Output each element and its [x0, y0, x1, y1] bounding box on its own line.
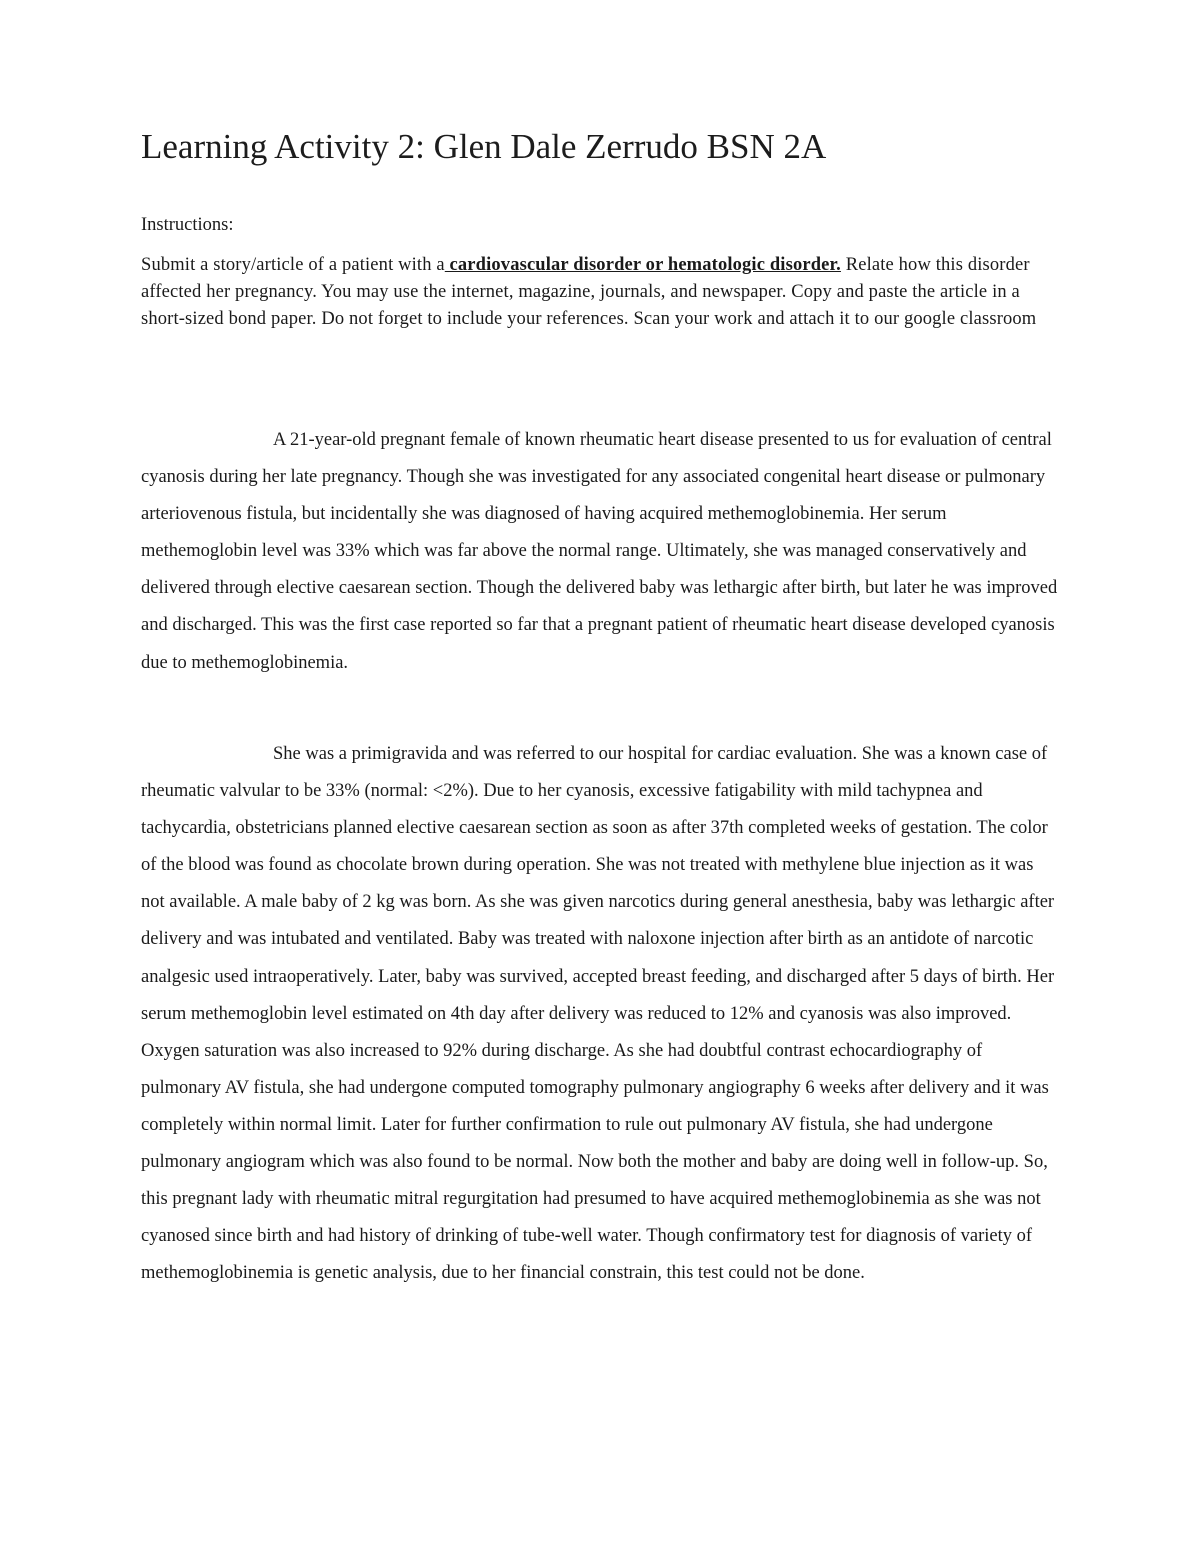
instructions-text	[141, 252, 1061, 333]
document-title: Learning Activity 2: Glen Dale Zerrudo BSN 2A	[141, 127, 827, 166]
article-paragraph-2: She was a primigravida and was referred to our hospital for cardiac evaluation. She was a known case of rheumatic valvular to be 33% (normal: <2%). Due to her cyanosis, excessive fatigability with mild tachypnea and tachycardia, obstetricians planned elective caesarean section as soon as after 37th completed weeks of gestation. The color of the blood was found as chocolate brown during operation. She was not treated with methylene blue injection as it was not available. A male baby of 2 kg was born. As she was given narcotics during general anesthesia, baby was lethargic after delivery and was intubated and ventilated. Baby was treated with naloxone injection after birth as an antidote of narcotic analgesic used intraoperatively. Later, baby was survived, accepted breast feeding, and discharged after 5 days of birth. Her serum methemoglobin level estimated on 4th day after delivery was reduced to 12% and cyanosis was also improved. Oxygen saturation was also increased to 92% during discharge. As she had doubtful contrast echocardiography of pulmonary AV fistula, she had undergone computed tomography pulmonary angiography 6 weeks after delivery and it was completely within normal limit. Later for further confirmation to rule out pulmonary AV fistula, she had undergone pulmonary angiogram which was also found to be normal. Now both the mother and baby are doing well in follow-up. So, this pregnant lady with rheumatic mitral regurgitation had presumed to have acquired methemoglobinemia as she was not cyanosed since birth and had history of drinking of tube-well water. Though confirmatory test for diagnosis of variety of methemoglobinemia is genetic analysis, due to her financial constrain, this test could not be done.	[141, 744, 1055, 1284]
instructions-text-start: Submit a story/article of a patient with a	[141, 255, 445, 275]
instructions-text-end: Relate how this disorder affected her pregnancy. You may use the internet, magazine, journals, and newspaper. Copy and paste the article in a short-sized bond paper. Do not forget to include your references. Scan your work and attach it to our google classroom	[141, 255, 1037, 329]
instructions-heading: Instructions:	[141, 215, 234, 235]
article-paragraph-1: A 21-year-old pregnant female of known rheumatic heart disease presented to us for evaluation of central cyanosis during her late pregnancy. Though she was investigated for any associated congenital heart disease or pulmonary arteriovenous fistula, but incidentally she was diagnosed of having acquired methemoglobinemia. Her serum methemoglobin level was 33% which was far above the normal range. Ultimately, she was managed conservatively and delivered through elective caesarean section. Though the delivered baby was lethargic after birth, but later he was improved and discharged. This was the first case reported so far that a pregnant patient of rheumatic heart disease developed cyanosis due to methemoglobinemia.	[141, 430, 1058, 673]
instructions-emphasis: cardiovascular disorder or hematologic disorder.	[444, 255, 841, 275]
